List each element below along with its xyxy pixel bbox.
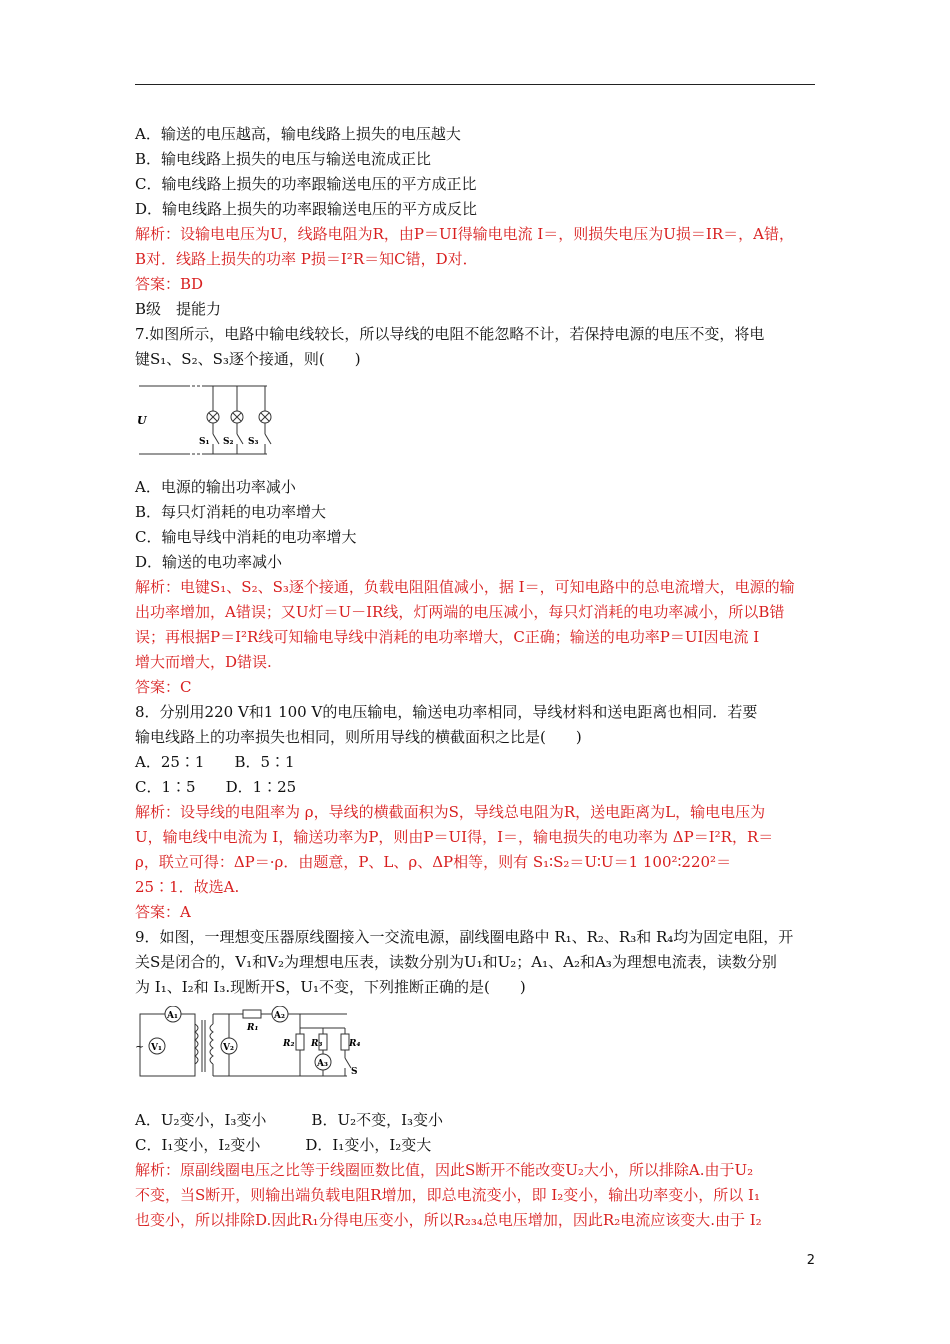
- q9-options-row: A．U₂变小，I₃变小 B．U₂不变，I₃变小: [135, 1111, 444, 1129]
- q7-analysis-line: 出功率增加，A错误；又U灯＝U－IR线，灯两端的电压减小，每只灯消耗的电功率减小，所以B错: [135, 603, 785, 621]
- q7-option-a: A．电源的输出功率减小: [135, 478, 296, 496]
- q9-label-s: S: [351, 1067, 358, 1077]
- q7-option-d: D．输送的电功率减小: [135, 553, 283, 571]
- q8-analysis-line: ρ，联立可得：ΔP＝·ρ．由题意，P、L、ρ、ΔP相等，则有 S₁∶S₂＝U∶U＝1 100²∶220²＝: [135, 853, 732, 871]
- q9-label-v1: V₁: [151, 1043, 162, 1053]
- q7-analysis-line: 增大而增大，D错误.: [135, 653, 272, 671]
- level-heading: B级 提能力: [135, 300, 222, 318]
- q8-analysis-line: U，输电线中电流为 I，输送功率为P，则由P＝UI得，I＝，输电损失的电功率为 ΔP＝I²R，R＝: [135, 828, 774, 846]
- q8-analysis-line: 解析：设导线的电阻率为 ρ，导线的横截面积为S，导线总电阻为R，送电距离为L，输电电压为: [135, 803, 766, 821]
- q8-options-row: A．25∶1 B．5∶1: [135, 753, 295, 771]
- q7-stem-line: 键S₁、S₂、S₃逐个接通，则( ): [135, 350, 361, 368]
- q6-option-d: D．输电线路上损失的功率跟输送电压的平方成反比: [135, 200, 478, 218]
- q9-label-r3: R₃: [311, 1039, 323, 1049]
- q6-analysis-line: B对．线路上损失的功率 P损＝I²R＝知C错，D对．: [135, 250, 478, 268]
- q9-label-r2: R₂: [283, 1039, 295, 1049]
- q6-answer: 答案：BD: [135, 275, 204, 293]
- q8-answer: 答案：A: [135, 903, 191, 921]
- q7-answer: 答案：C: [135, 678, 192, 696]
- q8-stem-line: 8．分别用220 V和1 100 V的电压输电，输送电功率相同，导线材料和送电距离也相同．若要: [135, 703, 758, 721]
- q7-label-s2: S₂: [223, 437, 234, 447]
- lamp-branch-3: [259, 386, 271, 454]
- q6-analysis-line: 解析：设输电电压为U，线路电阻为R，由P＝UI得输电电流 I＝，则损失电压为U损＝IR＝，A错，: [135, 225, 794, 243]
- q8-stem-line: 输电线路上的功率损失也相同，则所用导线的横截面积之比是( ): [135, 728, 582, 746]
- q9-circuit-diagram: [135, 1006, 365, 1086]
- q7-circuit-figure: [135, 374, 825, 469]
- q7-label-u: U: [137, 414, 147, 427]
- q7-option-c: C．输电导线中消耗的电功率增大: [135, 528, 357, 546]
- q7-option-b: B．每只灯消耗的电功率增大: [135, 503, 327, 521]
- q9-circuit-figure: [135, 1006, 825, 1096]
- q8-options-row: C．1∶5 D．1∶25: [135, 778, 297, 796]
- q9-analysis-line: 也变小，所以排除D.因此R₁分得电压变小，所以R₂₃₄总电压增加，因此R₂电流应该变大.由于 I₂: [135, 1211, 762, 1229]
- q9-options-row: C．I₁变小，I₂变小 D．I₁变小，I₂变大: [135, 1136, 432, 1154]
- q9-stem-line: 9．如图，一理想变压器原线圈接入一交流电源，副线圈电路中 R₁、R₂、R₃和 R₄均为固定电阻，开: [135, 928, 794, 946]
- q9-analysis-line: 解析：原副线圈电压之比等于线圈匝数比值，因此S断开不能改变U₂大小，所以排除A.由于U₂: [135, 1161, 754, 1179]
- q9-label-a2: A₂: [274, 1011, 285, 1021]
- q9-label-r1: R₁: [247, 1023, 259, 1033]
- header-rule: [135, 84, 815, 85]
- q9-stem-line: 关S是闭合的，V₁和V₂为理想电压表，读数分别为U₁和U₂；A₁、A₂和A₃为理想电流表，读数分别: [135, 953, 777, 971]
- q9-label-a1: A₁: [167, 1011, 178, 1021]
- q7-analysis-line: 误；再根据P＝I²R线可知输电导线中消耗的电功率增大，C正确；输送的电功率P＝UI因电流 I: [135, 628, 760, 646]
- q9-label-v2: V₂: [223, 1043, 234, 1053]
- q6-option-a: A．输送的电压越高，输电线路上损失的电压越大: [135, 125, 461, 143]
- q9-label-a3: A₃: [317, 1059, 328, 1069]
- page-content: [135, 122, 825, 1233]
- q7-stem-line: 7.如图所示，电路中输电线较长，所以导线的电阻不能忽略不计，若保持电源的电压不变，将电: [135, 325, 765, 343]
- q7-label-s1: S₁: [199, 437, 210, 447]
- page-number: 2: [806, 1253, 815, 1268]
- q7-analysis-line: 解析：电键S₁、S₂、S₃逐个接通，负载电阻阻值减小，据 I＝，可知电路中的总电流增大，电源的输: [135, 578, 795, 596]
- q6-option-b: B．输电线路上损失的电压与输送电流成正比: [135, 150, 432, 168]
- q6-option-c: C．输电线路上损失的功率跟输送电压的平方成正比: [135, 175, 477, 193]
- q8-analysis-line: 25∶1．故选A.: [135, 878, 240, 896]
- q7-circuit-diagram: [135, 374, 285, 469]
- q7-label-s3: S₃: [248, 437, 259, 447]
- q9-ac-source: ~: [135, 1040, 145, 1053]
- q9-label-r4: R₄: [349, 1039, 361, 1049]
- q9-analysis-line: 不变，当S断开，则输出端负载电阻R增加，即总电流变小，即 I₂变小，输出功率变小，所以 I₁: [135, 1186, 760, 1204]
- q9-stem-line: 为 I₁、I₂和 I₃.现断开S，U₁不变，下列推断正确的是( ): [135, 978, 526, 996]
